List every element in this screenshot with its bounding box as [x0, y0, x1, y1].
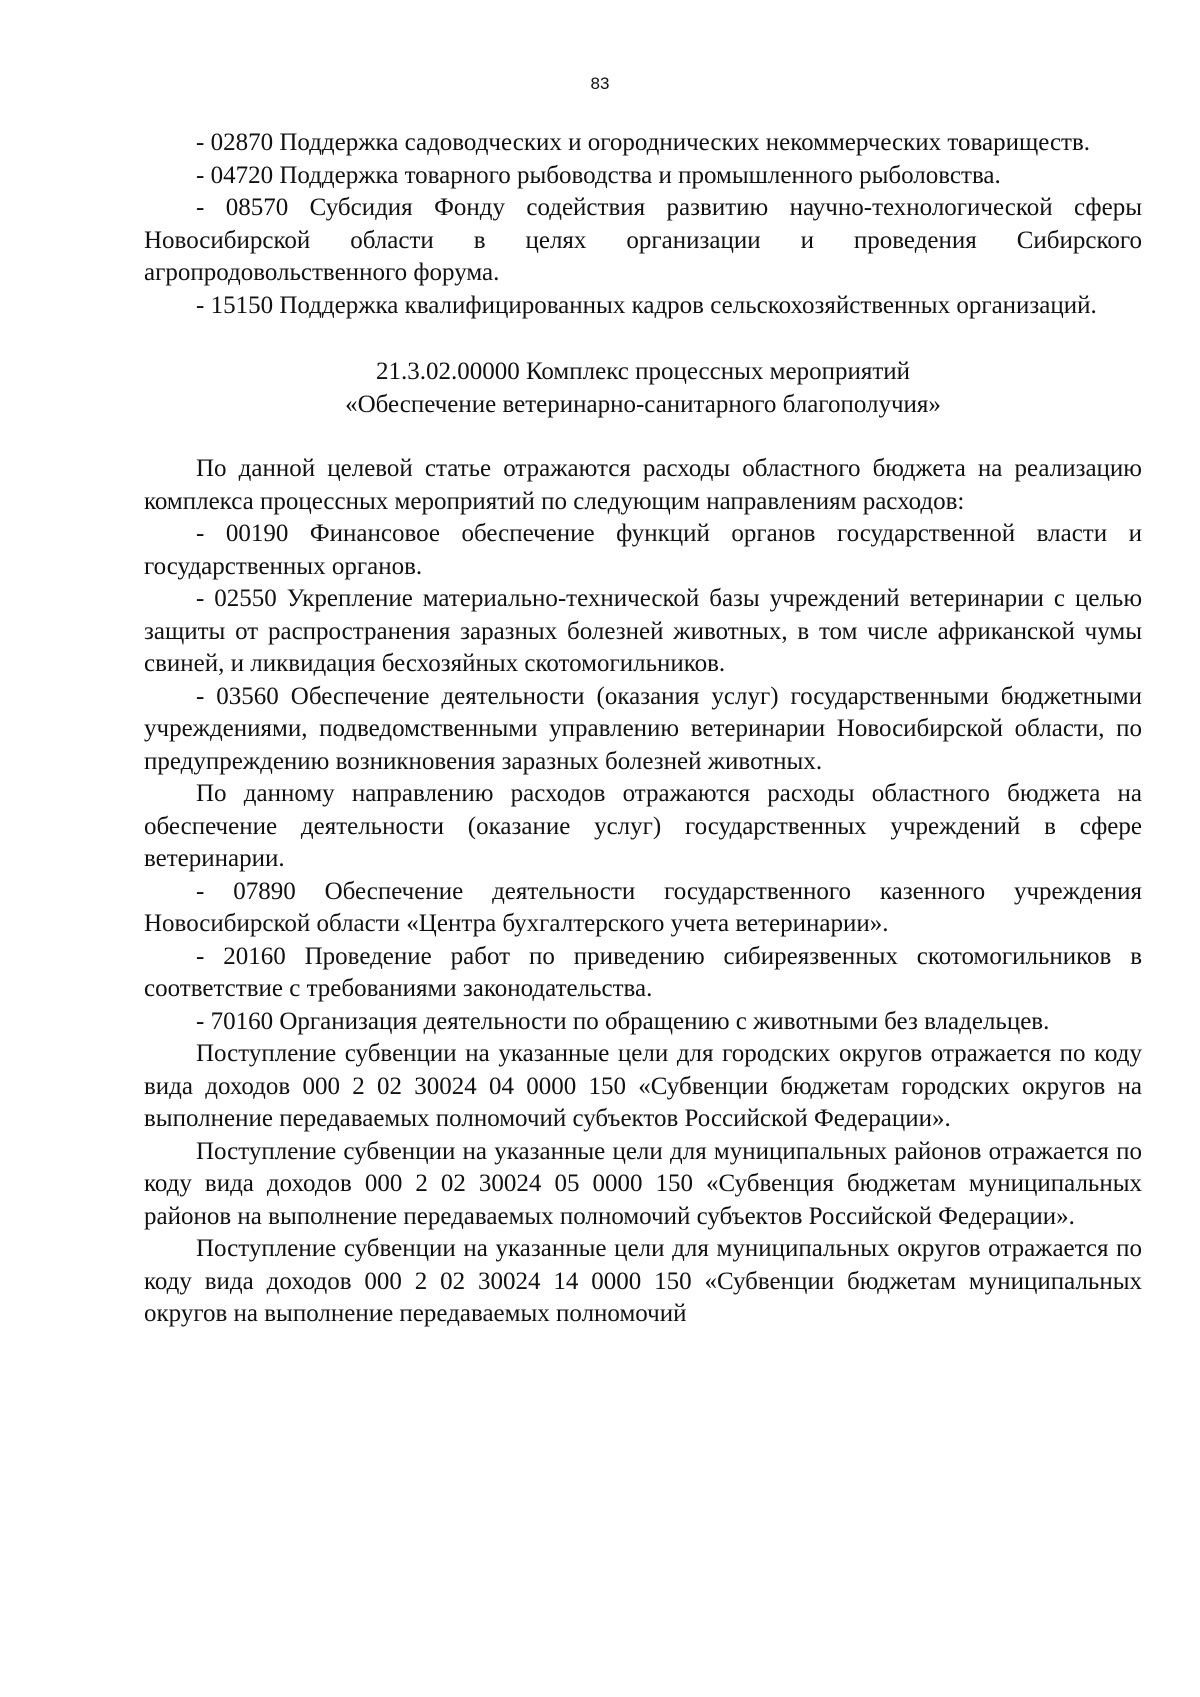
intro-paragraph: По данной целевой статье отражаются расходы областного бюджета на реализацию комплекса процессных мероприятий по следующим направлениям расходов: — [144, 455, 1142, 515]
page-content — [144, 127, 1142, 1331]
list-item-70160: - 70160 Организация деятельности по обращению с животными без владельцев. — [196, 1007, 1050, 1035]
list-item-02550: - 02550 Укрепление материально-технической базы учреждений ветеринарии с целью защиты от распространения заразных болезней животных, в том числе африканской чумы свиней, и ликвидация бесхозяйных скотомогильников. — [144, 585, 1142, 677]
list-item-02870: - 02870 Поддержка садоводческих и огороднических некоммерческих товариществ. — [196, 129, 1091, 156]
subvention-municipal-districts: Поступление субвенции на указанные цели для муниципальных районов отражается по коду вида доходов 000 2 02 30024 05 0000 150 «Субвенция бюджетам муниципальных районов на выполнение передаваемых полномочий субъектов Российской Федерации». — [144, 1137, 1142, 1230]
list-item-08570: - 08570 Субсидия Фонду содействия развитию научно-технологической сферы Новосибирской области в целях организации и проведения Сибирского агропродовольственного форума. — [144, 194, 1142, 286]
list-item-15150: - 15150 Поддержка квалифицированных кадров сельскохозяйственных организаций. — [196, 291, 1097, 319]
spacer — [144, 421, 1142, 453]
list-item-03560: - 03560 Обеспечение деятельности (оказания услуг) государственными бюджетными учреждениями, подведомственными управлению ветеринарии Новосибирской области, по предупреждению возникновения заразных болезней животных. — [144, 682, 1142, 775]
list-item-00190: - 00190 Финансовое обеспечение функций органов государственной власти и государственных органов. — [144, 520, 1142, 580]
spacer — [144, 322, 1142, 356]
list-item-04720: - 04720 Поддержка товарного рыбоводства и промышленного рыболовства. — [196, 161, 1001, 189]
subvention-urban-districts: Поступление субвенции на указанные цели для городских округов отражается по коду вида доходов 000 2 02 30024 04 0000 150 «Субвенции бюджетам городских округов на выполнение передаваемых полномочий субъектов Российской Федерации». — [144, 1040, 1142, 1132]
section-heading-line-1: 21.3.02.00000 Комплекс процессных мероприятий — [375, 358, 911, 385]
explanation-paragraph: По данному направлению расходов отражаются расходы областного бюджета на обеспечение деятельности (оказание услуг) государственных учреждений в сфере ветеринарии. — [144, 780, 1142, 872]
page-number: 83 — [590, 74, 610, 93]
list-item-07890: - 07890 Обеспечение деятельности государственного казенного учреждения Новосибирской области «Центра бухгалтерского учета ветеринарии». — [144, 877, 1142, 937]
subvention-municipal-okrugs: Поступление субвенции на указанные цели для муниципальных округов отражается по коду вида доходов 000 2 02 30024 14 0000 150 «Субвенции бюджетам муниципальных округов на выполнение передаваемых полномочий — [144, 1235, 1142, 1327]
list-item-20160: - 20160 Проведение работ по приведению сибиреязвенных скотомогильников в соответствие с требованиями законодательства. — [144, 942, 1142, 1002]
section-heading-line-2: «Обеспечение ветеринарно-санитарного благополучия» — [345, 390, 941, 418]
